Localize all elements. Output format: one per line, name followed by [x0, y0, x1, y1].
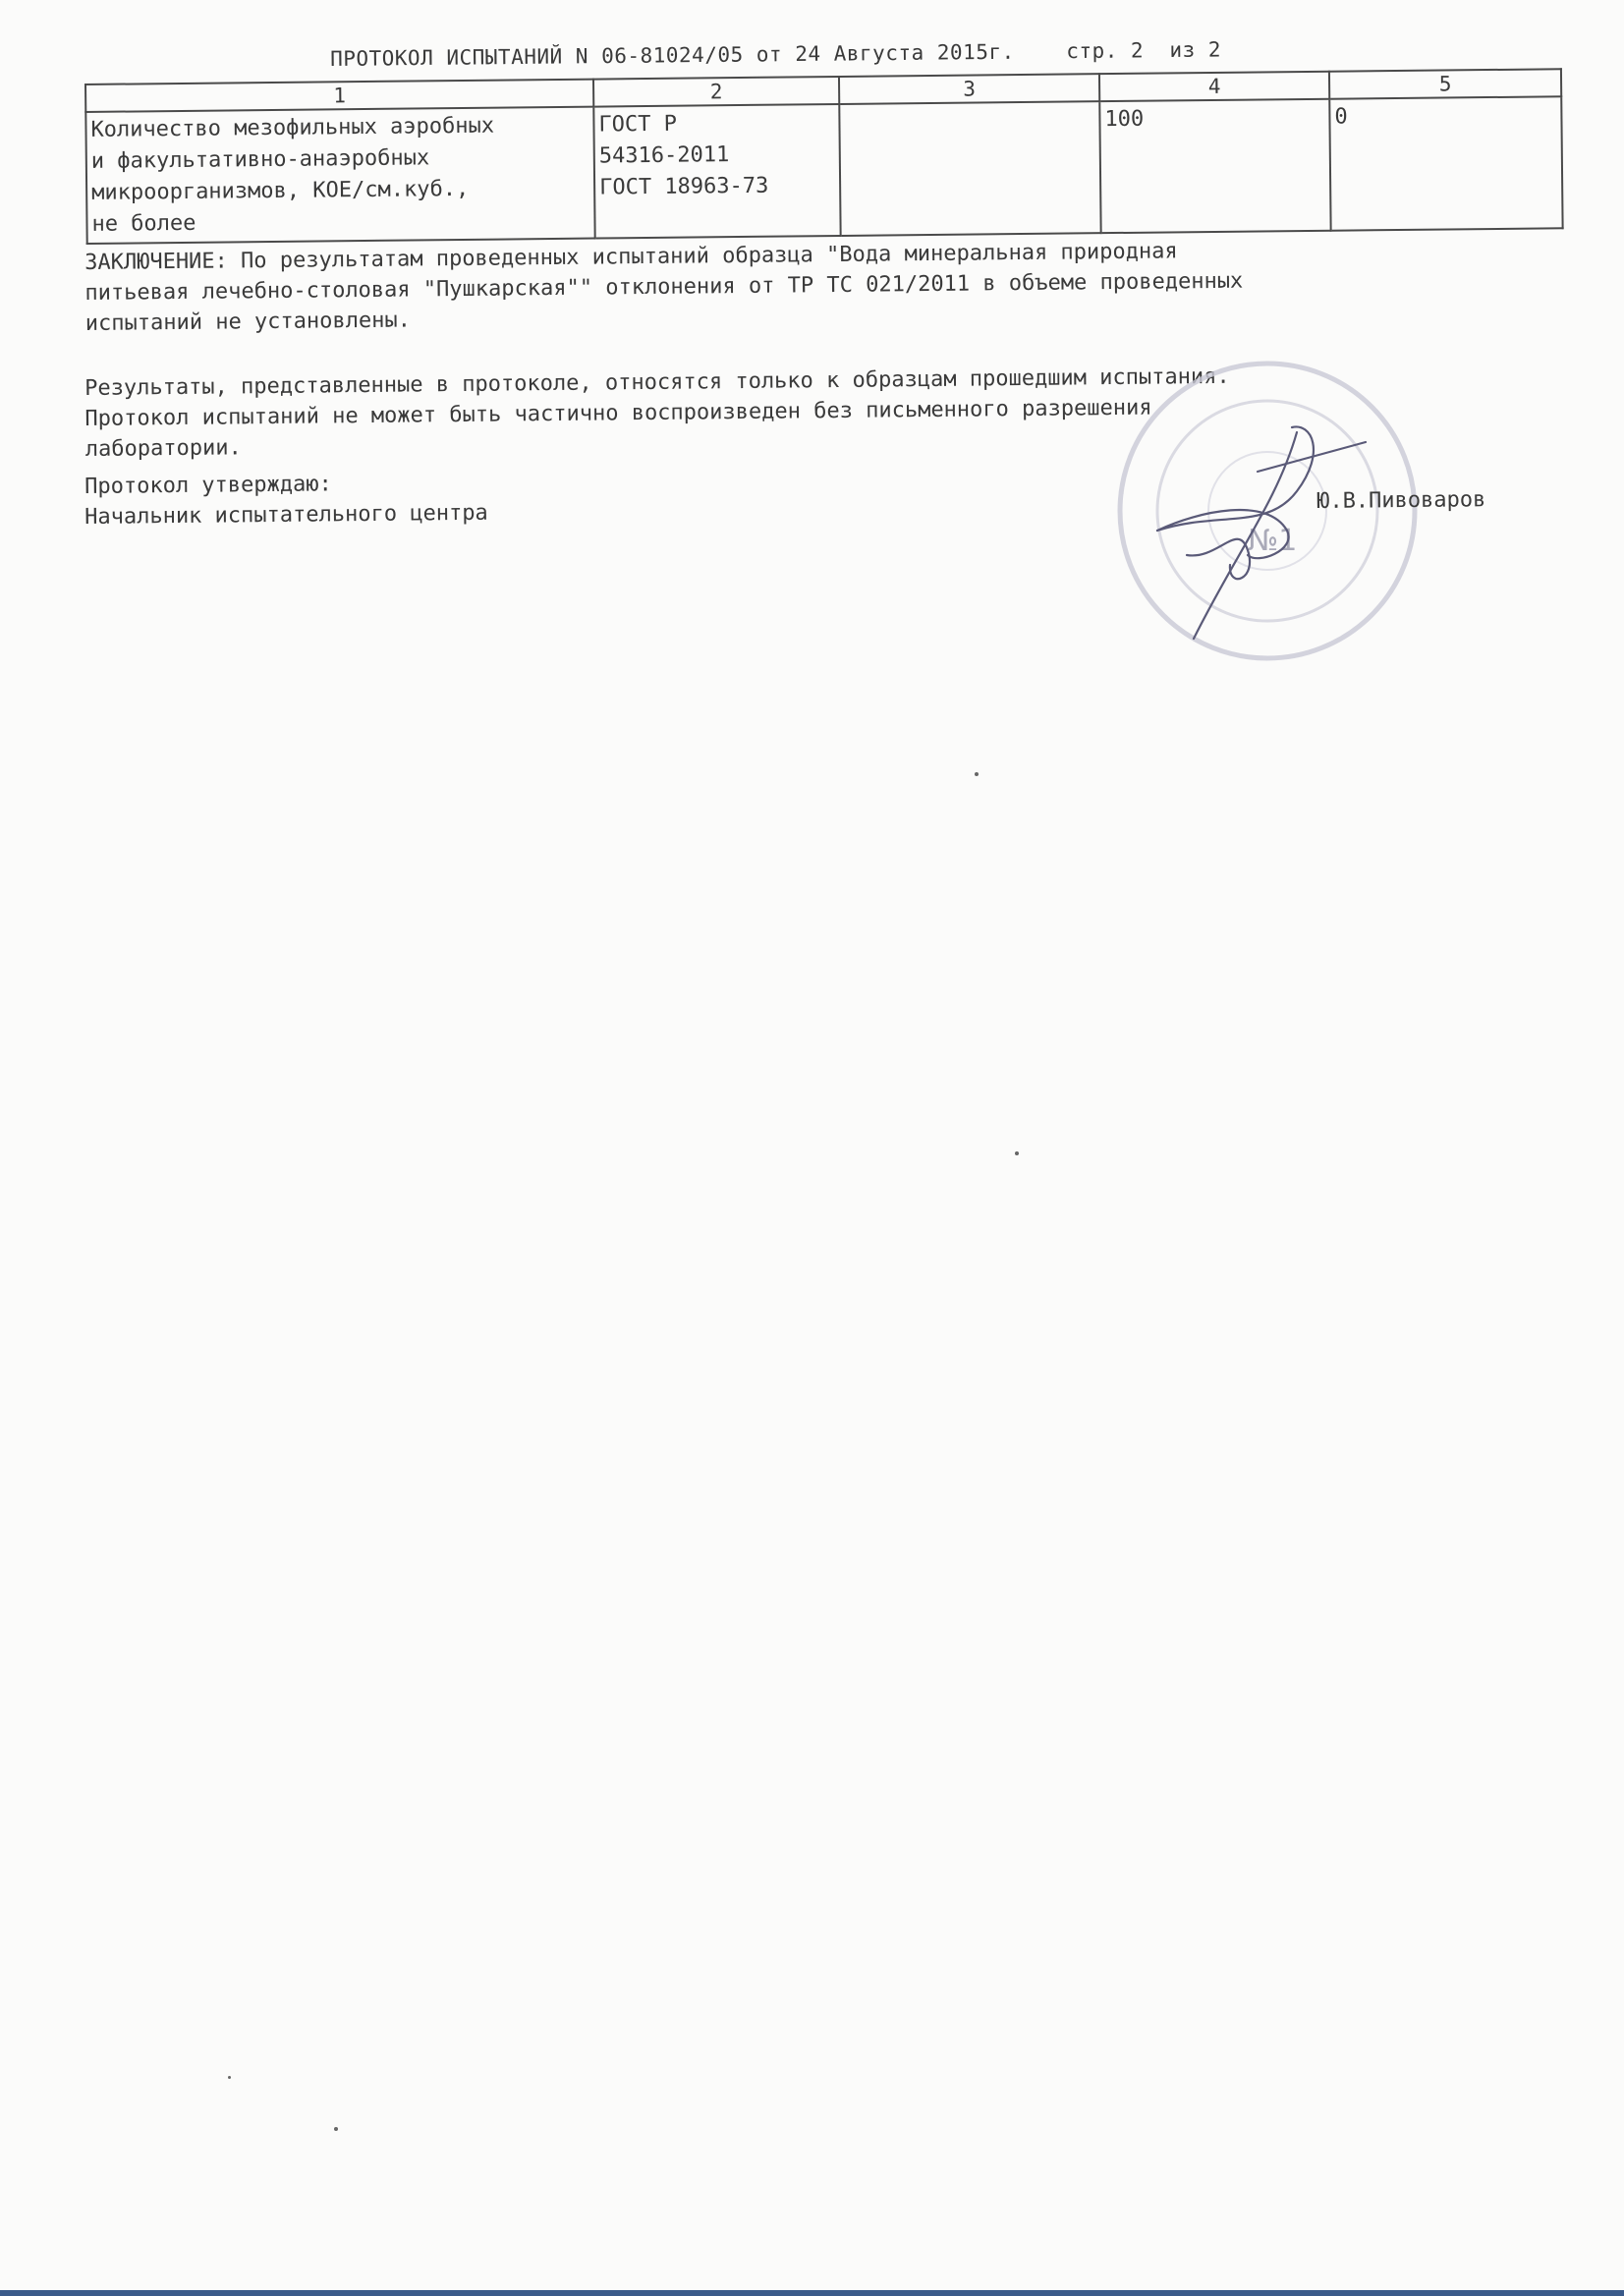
disclaimer-line: лаборатории.	[84, 435, 242, 462]
column-header: 5	[1329, 69, 1561, 98]
conclusion-line: испытаний не установлены.	[84, 308, 412, 336]
method-cell: ГОСТ Р 54316-2011 ГОСТ 18963-73	[593, 104, 840, 239]
column-header: 3	[839, 74, 1099, 104]
disclaimer-line: Протокол испытаний не может быть частично воспроизведен без письменного разрешения	[84, 395, 1152, 431]
disclaimer-line: Результаты, представленные в протоколе, относятся только к образцам прошедшим испытания.	[84, 364, 1230, 401]
indicator-cell: Количество мезофильных аэробных и факультативно-анаэробных микроорганизмов, КОЕ/см.куб., не более	[85, 107, 594, 244]
results-table	[84, 68, 1564, 245]
scan-speck	[228, 2076, 231, 2079]
column-header: 1	[85, 80, 593, 112]
norm-cell: 100	[1099, 99, 1330, 233]
scan-speck	[334, 2127, 338, 2131]
scan-speck	[975, 772, 979, 776]
result-cell: 0	[1329, 96, 1562, 230]
signer-name: Ю.В.Пивоваров	[1316, 487, 1486, 514]
column-header: 4	[1099, 72, 1329, 101]
page-number: стр. 2 из 2	[1066, 37, 1222, 64]
scan-edge	[0, 2290, 1624, 2296]
stamp-text: №1	[1248, 524, 1298, 558]
conclusion-line: ЗАКЛЮЧЕНИЕ: По результатам проведенных испытаний образца "Вода минеральная природная	[84, 239, 1178, 275]
table-row	[85, 96, 1562, 244]
disclaimer-text	[84, 362, 1230, 465]
signer-position: Начальник испытательного центра	[84, 500, 488, 530]
column-header: 2	[593, 77, 839, 107]
empty-cell	[839, 101, 1100, 236]
protocol-title: ПРОТОКОЛ ИСПЫТАНИЙ N 06-81024/05 от 24 Августа 2015г.	[330, 39, 1015, 71]
protocol-header	[330, 38, 1221, 71]
conclusion-line: питьевая лечебно-столовая "Пушкарская"" отклонения от ТР ТС 021/2011 в объеме проведенных	[84, 268, 1244, 306]
approval-label: Протокол утверждаю:	[84, 472, 332, 499]
round-stamp	[1100, 354, 1434, 678]
conclusion-text	[84, 236, 1244, 339]
scan-speck	[1015, 1151, 1019, 1155]
